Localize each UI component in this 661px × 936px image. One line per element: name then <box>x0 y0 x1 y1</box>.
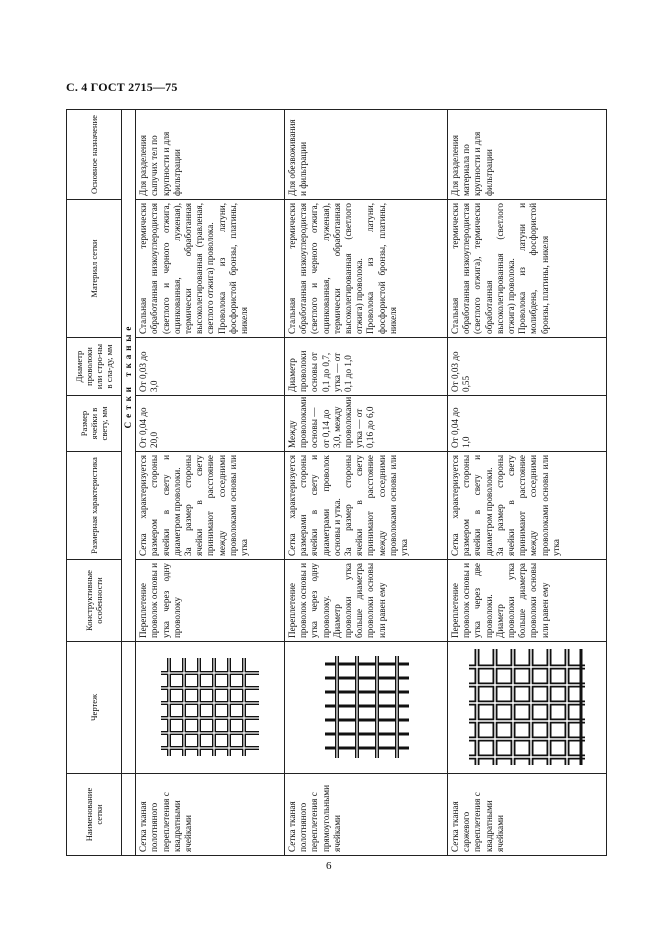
square-mesh-drawing <box>136 642 285 774</box>
dimension-characteristic: Сетка характеризуется размером стороны ячейки в свету и диаметром проволоки. За размер стороны ячейки в свету принимают расстояние между соседними проволоками основы или утка <box>448 452 607 560</box>
twill-mesh-icon <box>465 646 589 770</box>
column-header-cell-size: Размер ячейки в свету, мм <box>67 396 122 452</box>
rectangular-mesh-icon <box>321 653 411 763</box>
dimension-characteristic: Сетка характеризуется размерами стороны ячейки в свету и диаметрами проволок основы и утка. За размер стороны ячейки в свету принимают расстояние между соседними проволоками основы или утка <box>285 452 448 560</box>
mesh-material: Стальная термически обработанная низкоуглеродистая (светлого и черного отжига, оцинкованная, луженая), термически обработанная высоколегированная (травленая, светлого отжига) проволока. Проволока из латуни, фосфористой бронзы, платины, никеля <box>136 200 285 338</box>
specification-table <box>66 109 607 856</box>
wire-diameter: От 0,03 до 3,0 <box>136 338 285 396</box>
main-purpose: Для обезвоживания и фильтрации <box>285 110 448 200</box>
dimension-characteristic: Сетка характеризуется размером стороны ячейки в свету и диаметром проволоки. За размер стороны ячейки в свету принимают расстояние между соседними проволоками основы или утка <box>136 452 285 560</box>
mesh-name: Сетка тканая саржевого переплетения с квадратными ячейками <box>448 774 607 856</box>
column-header-drawing: Чертеж <box>67 642 122 774</box>
table-header-row <box>67 110 122 856</box>
cell-size: От 0,04 до 20,0 <box>136 396 285 452</box>
mesh-name: Сетка тканая полотняного переплетения с квадратными ячейками <box>136 774 285 856</box>
mesh-name: Сетка тканая полотняного переплетения с прямоугольными ячейками <box>285 774 448 856</box>
page-number: 6 <box>326 860 332 872</box>
mesh-material: Стальная термически обработанная низкоуглеродистая (светлого отжига), термически обработанная высоколегированная (светлого отжига) проволока. Проволока из латуни и молибдена, фосфористой бронзы, платины, никеля <box>448 200 607 338</box>
section-title: Сетки тканые <box>122 110 136 642</box>
wire-diameter: От 0,03 до 0,55 <box>448 338 607 396</box>
construction-features: Переплетение проволок основы и утка через одну проволоку <box>136 560 285 642</box>
column-header-name: Наименование сетки <box>67 774 122 856</box>
cell-size: От 0,04 до 1,0 <box>448 396 607 452</box>
column-header-dimension: Размерная характеристика <box>67 452 122 560</box>
table-row <box>285 110 448 856</box>
main-purpose: Для разделения материала по крупности и для фильтрации <box>448 110 607 200</box>
rotated-table-container <box>66 110 607 856</box>
construction-features: Переплетение проволок основы и утка через две проволоки. Диаметр проволоки утка больше диаметра проволоки основы или равен ему <box>448 560 607 642</box>
mesh-material: Стальная термически обработанная низкоуглеродистая (светлого и черного отжига, оцинкованная, луженая), термически обработанная высоколегированная (светлого отжига) проволока. Проволока из латуни, фосфористой бронзы, платины, никеля <box>285 200 448 338</box>
table-wrapper <box>66 110 607 856</box>
column-header-construction: Конструктивные особенности <box>67 560 122 642</box>
column-header-material: Материал сетки <box>67 200 122 338</box>
main-purpose: Для разделения сыпучих тел по крупности и для фильтрации <box>136 110 285 200</box>
wire-diameter: Диаметр проволоки основы от 0,1 до 0,7, утка — от 0,1 до 1,0 <box>285 338 448 396</box>
table-row <box>136 110 285 856</box>
construction-features: Переплетение проволок основы и утка через одну проволоку. Диаметр проволоки утка больше диаметра проволоки основы или равен ему <box>285 560 448 642</box>
column-header-wire-diameter: Диаметр проволоки или стро-ны в сла-ду, мм <box>67 338 122 396</box>
square-mesh-icon <box>155 653 265 763</box>
page-header: С. 4 ГОСТ 2715—75 <box>66 80 178 94</box>
twill-mesh-drawing <box>448 642 607 774</box>
table-row <box>448 110 607 856</box>
cell-size: Между проволоками основы — от 0,14 до 3,0, между проволоками утка — от 0,16 до 6,0 <box>285 396 448 452</box>
column-header-purpose: Основное назначение <box>67 110 122 200</box>
rectangular-mesh-drawing <box>285 642 448 774</box>
